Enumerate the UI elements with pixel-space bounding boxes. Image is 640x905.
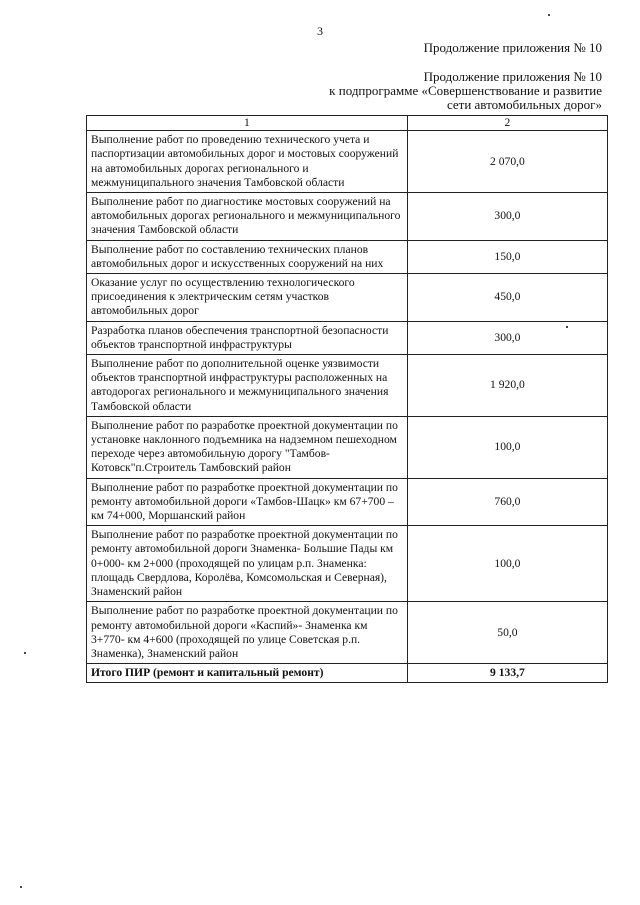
table-row [87,355,608,417]
appendix-header-line2: к подпрограмме «Совершенствование и развитие [329,83,602,98]
appendix-header [329,70,602,112]
budget-table [86,115,608,683]
total-value: 9 133,7 [407,664,607,683]
row-value: 2 070,0 [407,131,607,193]
column-header-1: 1 [87,116,408,131]
column-header-2: 2 [407,116,607,131]
table-row [87,526,608,602]
table-row [87,274,608,322]
row-value: 100,0 [407,416,607,478]
appendix-header-line3: сети автомобильных дорог» [446,97,602,112]
row-description: Выполнение работ по проведению технического учета и паспортизации автомобильных дорог и мостовых сооружений на автомобильных дорогах регионального и межмуниципального значения Тамбовской области [87,131,408,193]
row-description: Выполнение работ по разработке проектной документации по ремонту автомобильной дороги «Тамбов-Шацк» км 67+700 – км 74+000, Моршанский район [87,478,408,526]
table-header-row [87,116,608,131]
row-value: 50,0 [407,602,607,664]
table-row [87,240,608,273]
total-row [87,664,608,683]
scan-speck [566,326,568,328]
row-description: Оказание услуг по осуществлению технологического присоединения к электрическим сетям участков автомобильных дорог [87,274,408,322]
row-description: Выполнение работ по дополнительной оценке уязвимости объектов транспортной инфраструктуры расположенных на автодорогах регионального и межмуниципального значения Тамбовской области [87,355,408,417]
table-row [87,602,608,664]
table-row [87,131,608,193]
scan-speck [548,14,550,16]
row-description: Выполнение работ по разработке проектной документации по ремонту автомобильной дороги «Каспий»- Знаменка км 3+770- км 4+600 (проходящей по улице Советская р.п. Знаменка), Знаменский район [87,602,408,664]
row-description: Выполнение работ по диагностике мостовых сооружений на автомобильных дорогах регионального и межмуниципального значения Тамбовской области [87,193,408,241]
row-value: 1 920,0 [407,355,607,417]
row-description: Разработка планов обеспечения транспортной безопасности объектов транспортной инфраструктуры [87,321,408,354]
scan-speck [20,886,22,888]
row-description: Выполнение работ по составлению технических планов автомобильных дорог и искусственных сооружений на них [87,240,408,273]
page-number: 3 [317,24,323,38]
table-row [87,416,608,478]
appendix-header-line1: Продолжение приложения № 10 [423,69,602,84]
row-value: 100,0 [407,526,607,602]
row-value: 450,0 [407,274,607,322]
table-row [87,478,608,526]
scan-speck [24,652,26,654]
table-row [87,321,608,354]
total-description: Итого ПИР (ремонт и капитальный ремонт) [87,664,408,683]
continuation-label: Продолжение приложения № 10 [423,40,602,55]
row-description: Выполнение работ по разработке проектной документации по ремонту автомобильной дороги Знаменка- Большие Пады км 0+000- км 2+000 (проходящей по улицам р.п. Знаменка: площадь Свердлова, Королёва, Комсомольская и Северная), Знаменский район [87,526,408,602]
row-description: Выполнение работ по разработке проектной документации по установке наклонного подъемника на надземном пешеходном переходе через автомобильную дорогу "Тамбов-Котовск"п.Строитель Тамбовский район [87,416,408,478]
row-value: 760,0 [407,478,607,526]
table-row [87,193,608,241]
row-value: 300,0 [407,321,607,354]
row-value: 150,0 [407,240,607,273]
row-value: 300,0 [407,193,607,241]
